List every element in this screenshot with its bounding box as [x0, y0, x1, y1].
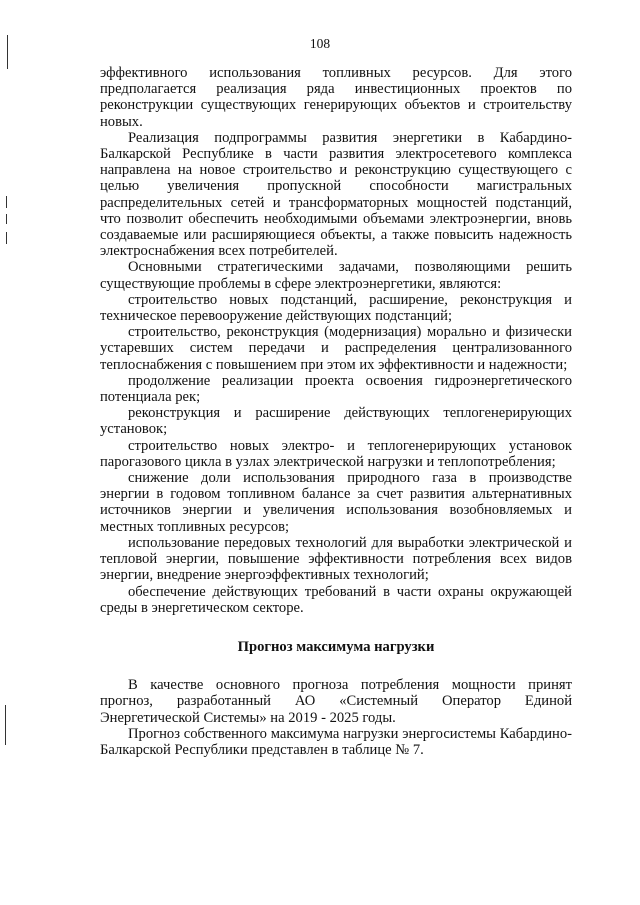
scan-mark — [6, 214, 7, 224]
document-body — [100, 65, 572, 758]
list-item: строительство новых электро- и теплогенерирующих установок парогазового цикла в узлах электрической нагрузки и теплопотребления; — [100, 437, 572, 470]
scan-mark — [5, 705, 6, 745]
scan-mark — [6, 232, 7, 244]
list-item: продолжение реализации проекта освоения гидроэнергетического потенциала рек; — [100, 372, 572, 406]
list-item: использование передовых технологий для выработки электрической и тепловой энергии, повышение эффективности потребления всех видов энергии, внедрение энергоэффективных технологий; — [100, 534, 572, 584]
paragraph: Прогноз собственного максимума нагрузки энергосистемы Кабардино-Балкарской Республики представлен в таблице № 7. — [100, 725, 572, 758]
paragraph: эффективного использования топливных ресурсов. Для этого предполагается реализация ряда инвестиционных проектов по реконструкции существующих генерирующих объектов и строительству новых. — [100, 65, 572, 130]
section-heading: Прогноз максимума нагрузки — [237, 638, 435, 655]
list-item: строительство новых подстанций, расширение, реконструкция и техническое перевооружение действующих подстанций; — [100, 291, 572, 325]
page-number: 108 — [309, 36, 331, 51]
paragraph: Реализация подпрограммы развития энергетики в Кабардино-Балкарской Республике в части развития электросетевого комплекса направлена на новое строительство и реконструкцию существующего с целью увеличения пропускной способности магистральных распределительных сетей и трансформаторных мощностей подстанций, что позволит обеспечить необходимыми объемами электроэнергии, вновь создаваемые или расширяющиеся объекты, а также повысить надежность электроснабжения всех потребителей. — [100, 129, 572, 260]
scan-mark — [7, 35, 8, 69]
scan-mark — [6, 196, 7, 208]
list-item: обеспечение действующих требований в части охраны окружающей среды в энергетическом секторе. — [100, 583, 572, 616]
list-item: снижение доли использования природного газа в производстве энергии в годовом топливном балансе за счет развития альтернативных источников энергии и увеличения использования возобновляемых и местных топливных ресурсов; — [100, 470, 572, 535]
list-item: строительство, реконструкция (модернизация) морально и физически устаревших систем передачи и распределения централизованного теплоснабжения с повышением при этом их эффективности и надежности; — [100, 324, 572, 373]
paragraph: Основными стратегическими задачами, позволяющими решить существующие проблемы в сфере электроэнергетики, являются: — [100, 259, 572, 292]
list-item: реконструкция и расширение действующих теплогенерирующих установок; — [100, 405, 572, 438]
paragraph: В качестве основного прогноза потребления мощности принят прогноз, разработанный АО «Системный Оператор Единой Энергетической Системы» на 2019 - 2025 годы. — [100, 677, 572, 726]
